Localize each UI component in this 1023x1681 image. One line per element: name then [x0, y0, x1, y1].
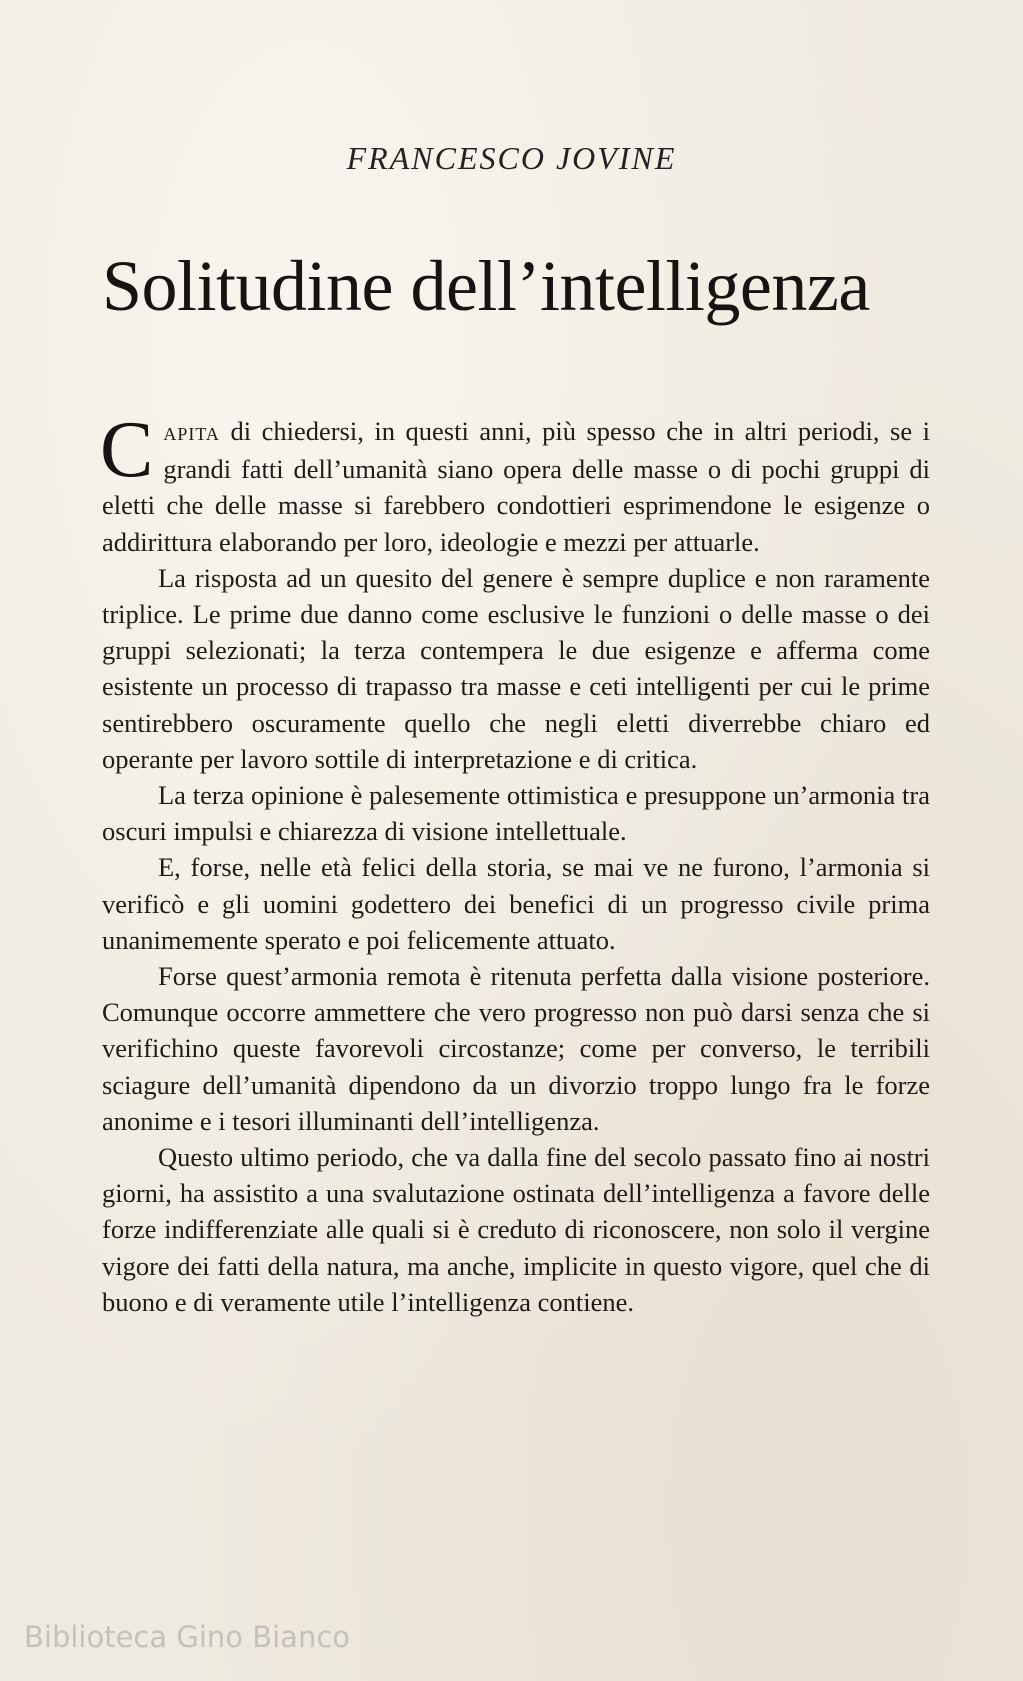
paragraph-1-text: di chiedersi, in questi anni, più spesso che in altri periodi, se i grandi fatti dell’umanità siano opera delle masse o di pochi gruppi di eletti che delle masse si farebbero condottieri esprimendone le esigenze o addirittura elaborando per loro, ideologie e mezzi per attuarle.: [102, 416, 930, 557]
paragraph-6: Questo ultimo periodo, che va dalla fine del secolo passato fino ai nostri giorni, ha assistito a una svalutazione ostinata dell’intelligenza a favore delle forze indifferenziate alle quali si è creduto di riconoscere, non solo il vergine vigore dei fatti della natura, ma anche, implicite in questo vigore, quel che di buono e di veramente utile l’intelligenza contiene.: [102, 1142, 930, 1317]
paragraph-5: Forse quest’armonia remota è ritenuta perfetta dalla visione posteriore. Comunque occorre ammettere che vero progresso non può darsi senza che si verifichino queste favorevoli circostanze; come per converso, le terribili sciagure dell’umanità dipendono da un divorzio troppo lungo fra le forze anonime e i tesori illuminanti dell’intelligenza.: [102, 961, 930, 1136]
first-word-smallcaps: apita: [163, 419, 220, 446]
drop-cap: C: [100, 406, 154, 494]
paragraph-3: La terza opinione è palesemente ottimistica e presuppone un’armonia tra oscuri impulsi e chiarezza di visione intellettuale.: [102, 780, 930, 847]
library-watermark: Biblioteca Gino Bianco: [24, 1620, 351, 1654]
paragraph-2: La risposta ad un quesito del genere è sempre duplice e non raramente triplice. Le prime due danno come esclusive le funzioni o delle masse o dei gruppi selezionati; la terza contempera le due esigenze e afferma come esistente un processo di trapasso tra masse e ceti intelligenti per cui le prime sentirebbero oscuramente quello che negli eletti diverrebbe chiaro ed operante per lavoro sottile di interpretazione e di critica.: [102, 562, 930, 774]
paragraph-4: E, forse, nelle età felici della storia, se mai ve ne furono, l’armonia si verificò e gli uomini godettero dei benefici di un progresso civile prima unanimemente sperato e poi felicemente attuato.: [102, 852, 930, 955]
paragraph-1: [100, 406, 930, 560]
article-body: [100, 406, 930, 1320]
author-name: FRANCESCO JOVINE: [346, 140, 677, 176]
article-title: Solitudine dell’intelligenza: [102, 246, 870, 326]
